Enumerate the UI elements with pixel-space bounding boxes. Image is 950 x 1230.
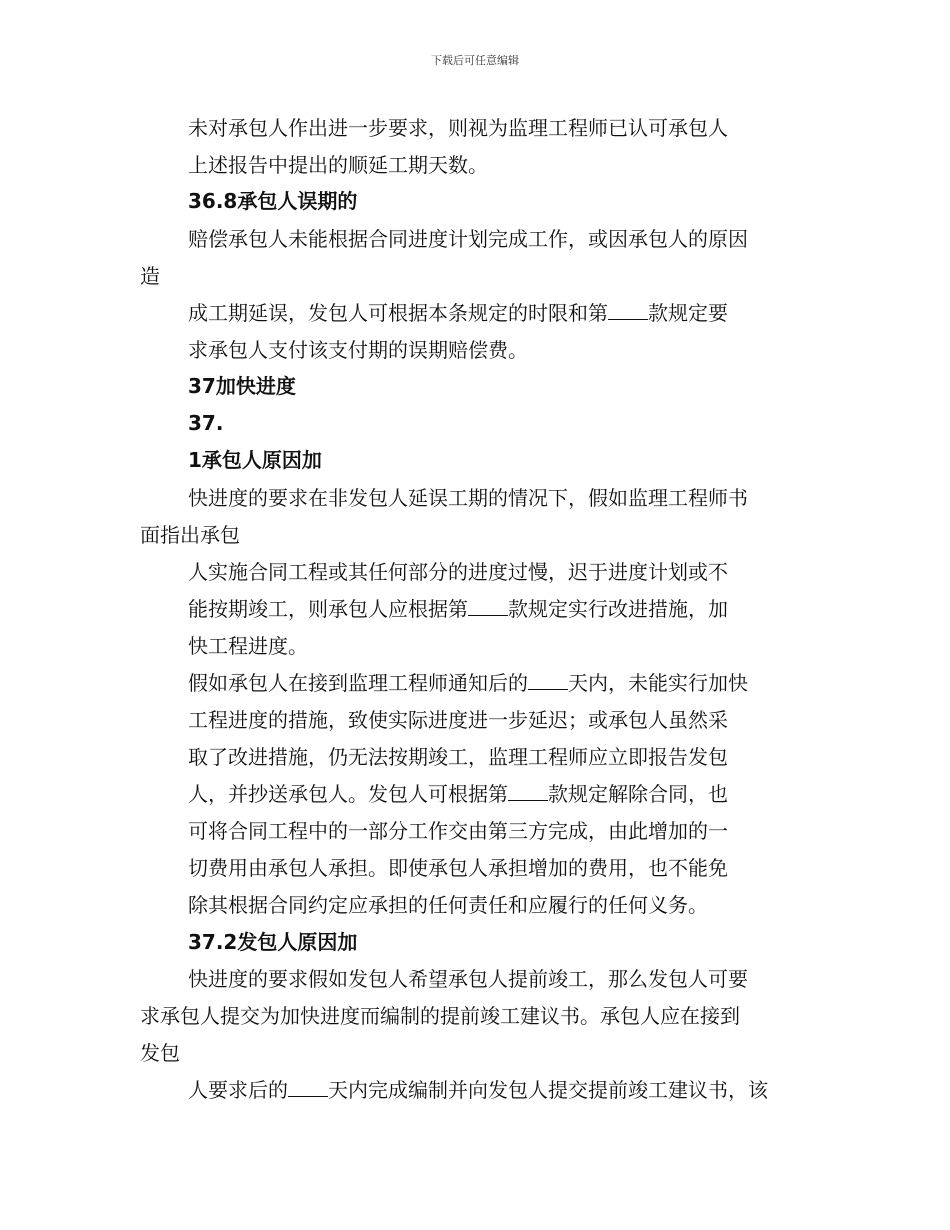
body-text: 人，并抄送承包人。发包人可根据第 (188, 782, 508, 806)
body-line: 人实施合同工程或其任何部分的进度过慢，迟于进度计划或不 (188, 560, 728, 584)
body-line: 求承包人支付该支付期的误期赔偿费。 (188, 338, 528, 362)
fill-in-blank (288, 1080, 328, 1097)
body-line: 面指出承包 (140, 523, 240, 547)
body-line (188, 1078, 768, 1102)
fill-in-blank (508, 784, 548, 801)
body-text: 人要求后的 (188, 1078, 288, 1102)
body-line: 除其根据合同约定应承担的任何责任和应履行的任何义务。 (188, 893, 708, 917)
page-header: 下载后可任意编辑 (431, 54, 519, 67)
body-text: 假如承包人在接到监理工程师通知后的 (188, 671, 528, 695)
body-line (188, 597, 728, 621)
section-heading: 1承包人原因加 (188, 448, 322, 472)
body-text: 款规定实行改进措施，加 (508, 597, 728, 621)
body-line (188, 301, 728, 325)
body-text: 成工期延误，发包人可根据本条规定的时限和第 (188, 301, 608, 325)
body-line: 工程进度的措施，致使实际进度进一步延迟；或承包人虽然采 (188, 708, 728, 732)
body-line: 赔偿承包人未能根据合同进度计划完成工作，或因承包人的原因 (188, 227, 748, 251)
fill-in-blank (608, 303, 648, 320)
body-text: 款规定解除合同，也 (548, 782, 728, 806)
body-text: 能按期竣工，则承包人应根据第 (188, 597, 468, 621)
body-line: 快进度的要求在非发包人延误工期的情况下，假如监理工程师书 (188, 486, 748, 510)
body-line: 切费用由承包人承担。即使承包人承担增加的费用，也不能免 (188, 856, 728, 880)
body-line: 取了改进措施，仍无法按期竣工，监理工程师应立即报告发包 (188, 745, 728, 769)
body-line: 发包 (140, 1041, 180, 1065)
body-line: 造 (140, 264, 160, 288)
section-heading: 36.8承包人误期的 (188, 189, 358, 213)
body-line (188, 782, 728, 806)
body-text: 款规定要 (648, 301, 728, 325)
section-heading: 37. (188, 411, 224, 435)
body-line: 未对承包人作出进一步要求，则视为监理工程师已认可承包人 (188, 116, 728, 140)
fill-in-blank (528, 673, 568, 690)
body-line (188, 671, 748, 695)
body-text: 天内完成编制并向发包人提交提前竣工建议书，该 (328, 1078, 768, 1102)
body-line: 可将合同工程中的一部分工作交由第三方完成，由此增加的一 (188, 819, 728, 843)
body-line: 求承包人提交为加快进度而编制的提前竣工建议书。承包人应在接到 (140, 1004, 740, 1028)
body-line: 快工程进度。 (188, 634, 308, 658)
body-line: 快进度的要求假如发包人希望承包人提前竣工，那么发包人可要 (188, 967, 748, 991)
section-heading: 37.2发包人原因加 (188, 930, 358, 954)
fill-in-blank (468, 599, 508, 616)
section-heading: 37加快进度 (188, 374, 296, 398)
body-text: 天内，未能实行加快 (568, 671, 748, 695)
body-line: 上述报告中提出的顺延工期天数。 (188, 153, 488, 177)
